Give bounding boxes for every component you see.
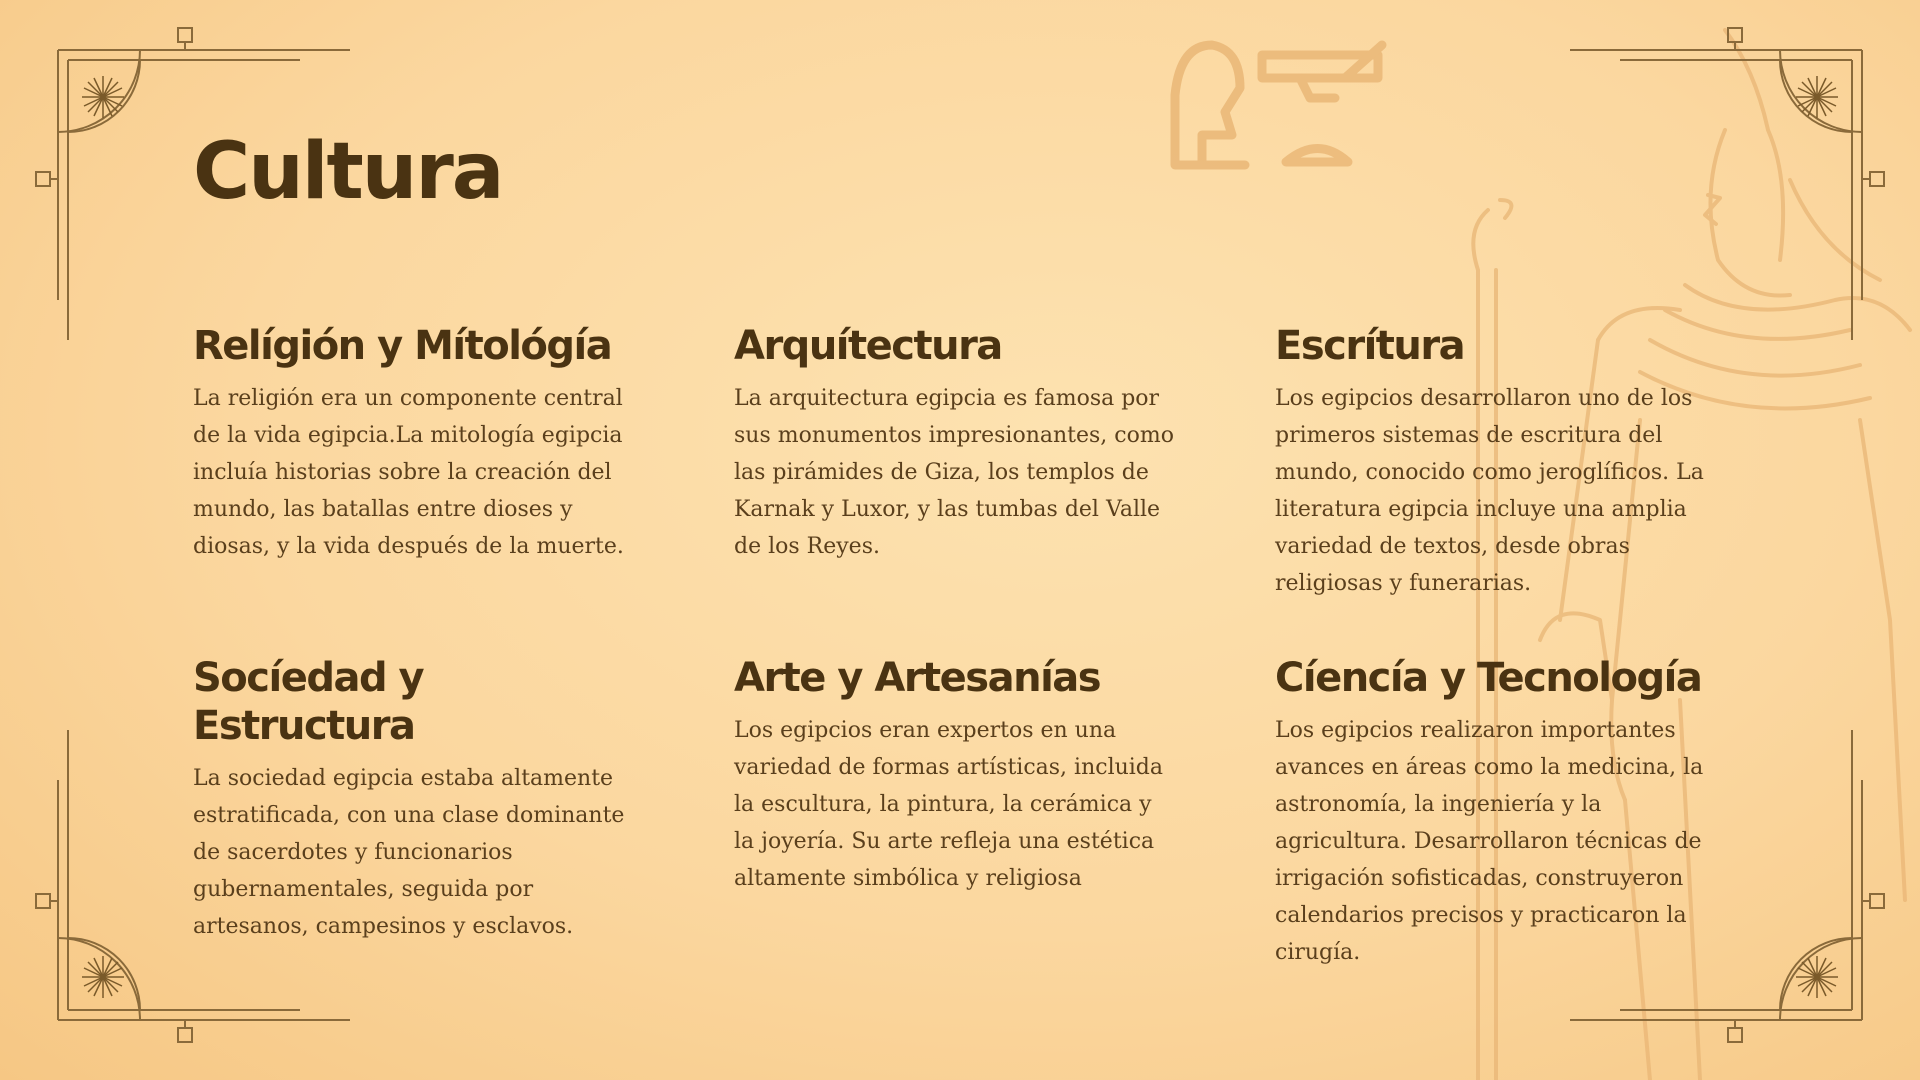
section-religion [193, 322, 633, 565]
section-heading: Escrítura [1275, 323, 1465, 369]
sunburst-corner-icon [82, 956, 124, 998]
section-body: La arquitectura egipcia es famosa por sus monumentos impresionantes, como las pirámides de Giza, los templos de Karnak y Luxor, y las tumbas del Valle de los Reyes. [734, 386, 1174, 559]
section-heading: Relígión y Mítológía [193, 323, 612, 369]
section-science [1275, 654, 1715, 971]
section-heading: Arquítectura [734, 323, 1002, 369]
sunburst-corner-icon [1796, 76, 1838, 118]
section-body: Los egipcios desarrollaron uno de los primeros sistemas de escritura del mundo, conocido como jeroglíficos. La literatura egipcia incluye una amplia variedad de textos, desde obras religiosas y funerarias. [1275, 386, 1704, 596]
section-body: Los egipcios realizaron importantes avances en áreas como la medicina, la astronomía, la ingeniería y la agricultura. Desarrollaron técnicas de irrigación sofisticadas, construyeron calendarios precisos y practicaron la cirugía. [1275, 718, 1704, 965]
section-art [734, 654, 1174, 897]
corner-ornament-top-right [1570, 28, 1884, 340]
sunburst-corner-icon [1796, 956, 1838, 998]
sunburst-corner-icon [82, 76, 124, 118]
section-body: Los egipcios eran expertos en una variedad de formas artísticas, incluida la escultura, la pintura, la cerámica y la joyería. Su arte refleja una estética altamente simbólica y religiosa [734, 718, 1164, 891]
section-heading: Arte y Artesanías [734, 655, 1101, 701]
hieroglyph-watermark-icon [1175, 45, 1382, 165]
section-society [193, 654, 633, 945]
section-body: La religión era un componente central de la vida egipcia.La mitología egipcia incluía historias sobre la creación del mundo, las batallas entre dioses y diosas, y la vida después de la muerte. [193, 386, 624, 559]
section-heading: Cíencía y Tecnología [1275, 655, 1702, 701]
slide-title: Cultura [193, 127, 503, 217]
section-architecture [734, 322, 1174, 565]
section-writing [1275, 322, 1715, 602]
section-body: La sociedad egipcia estaba altamente estratificada, con una clase dominante de sacerdotes y funcionarios gubernamentales, seguida por artesanos, campesinos y esclavos. [193, 766, 625, 939]
section-heading: Socíedad y Estructura [193, 655, 424, 749]
